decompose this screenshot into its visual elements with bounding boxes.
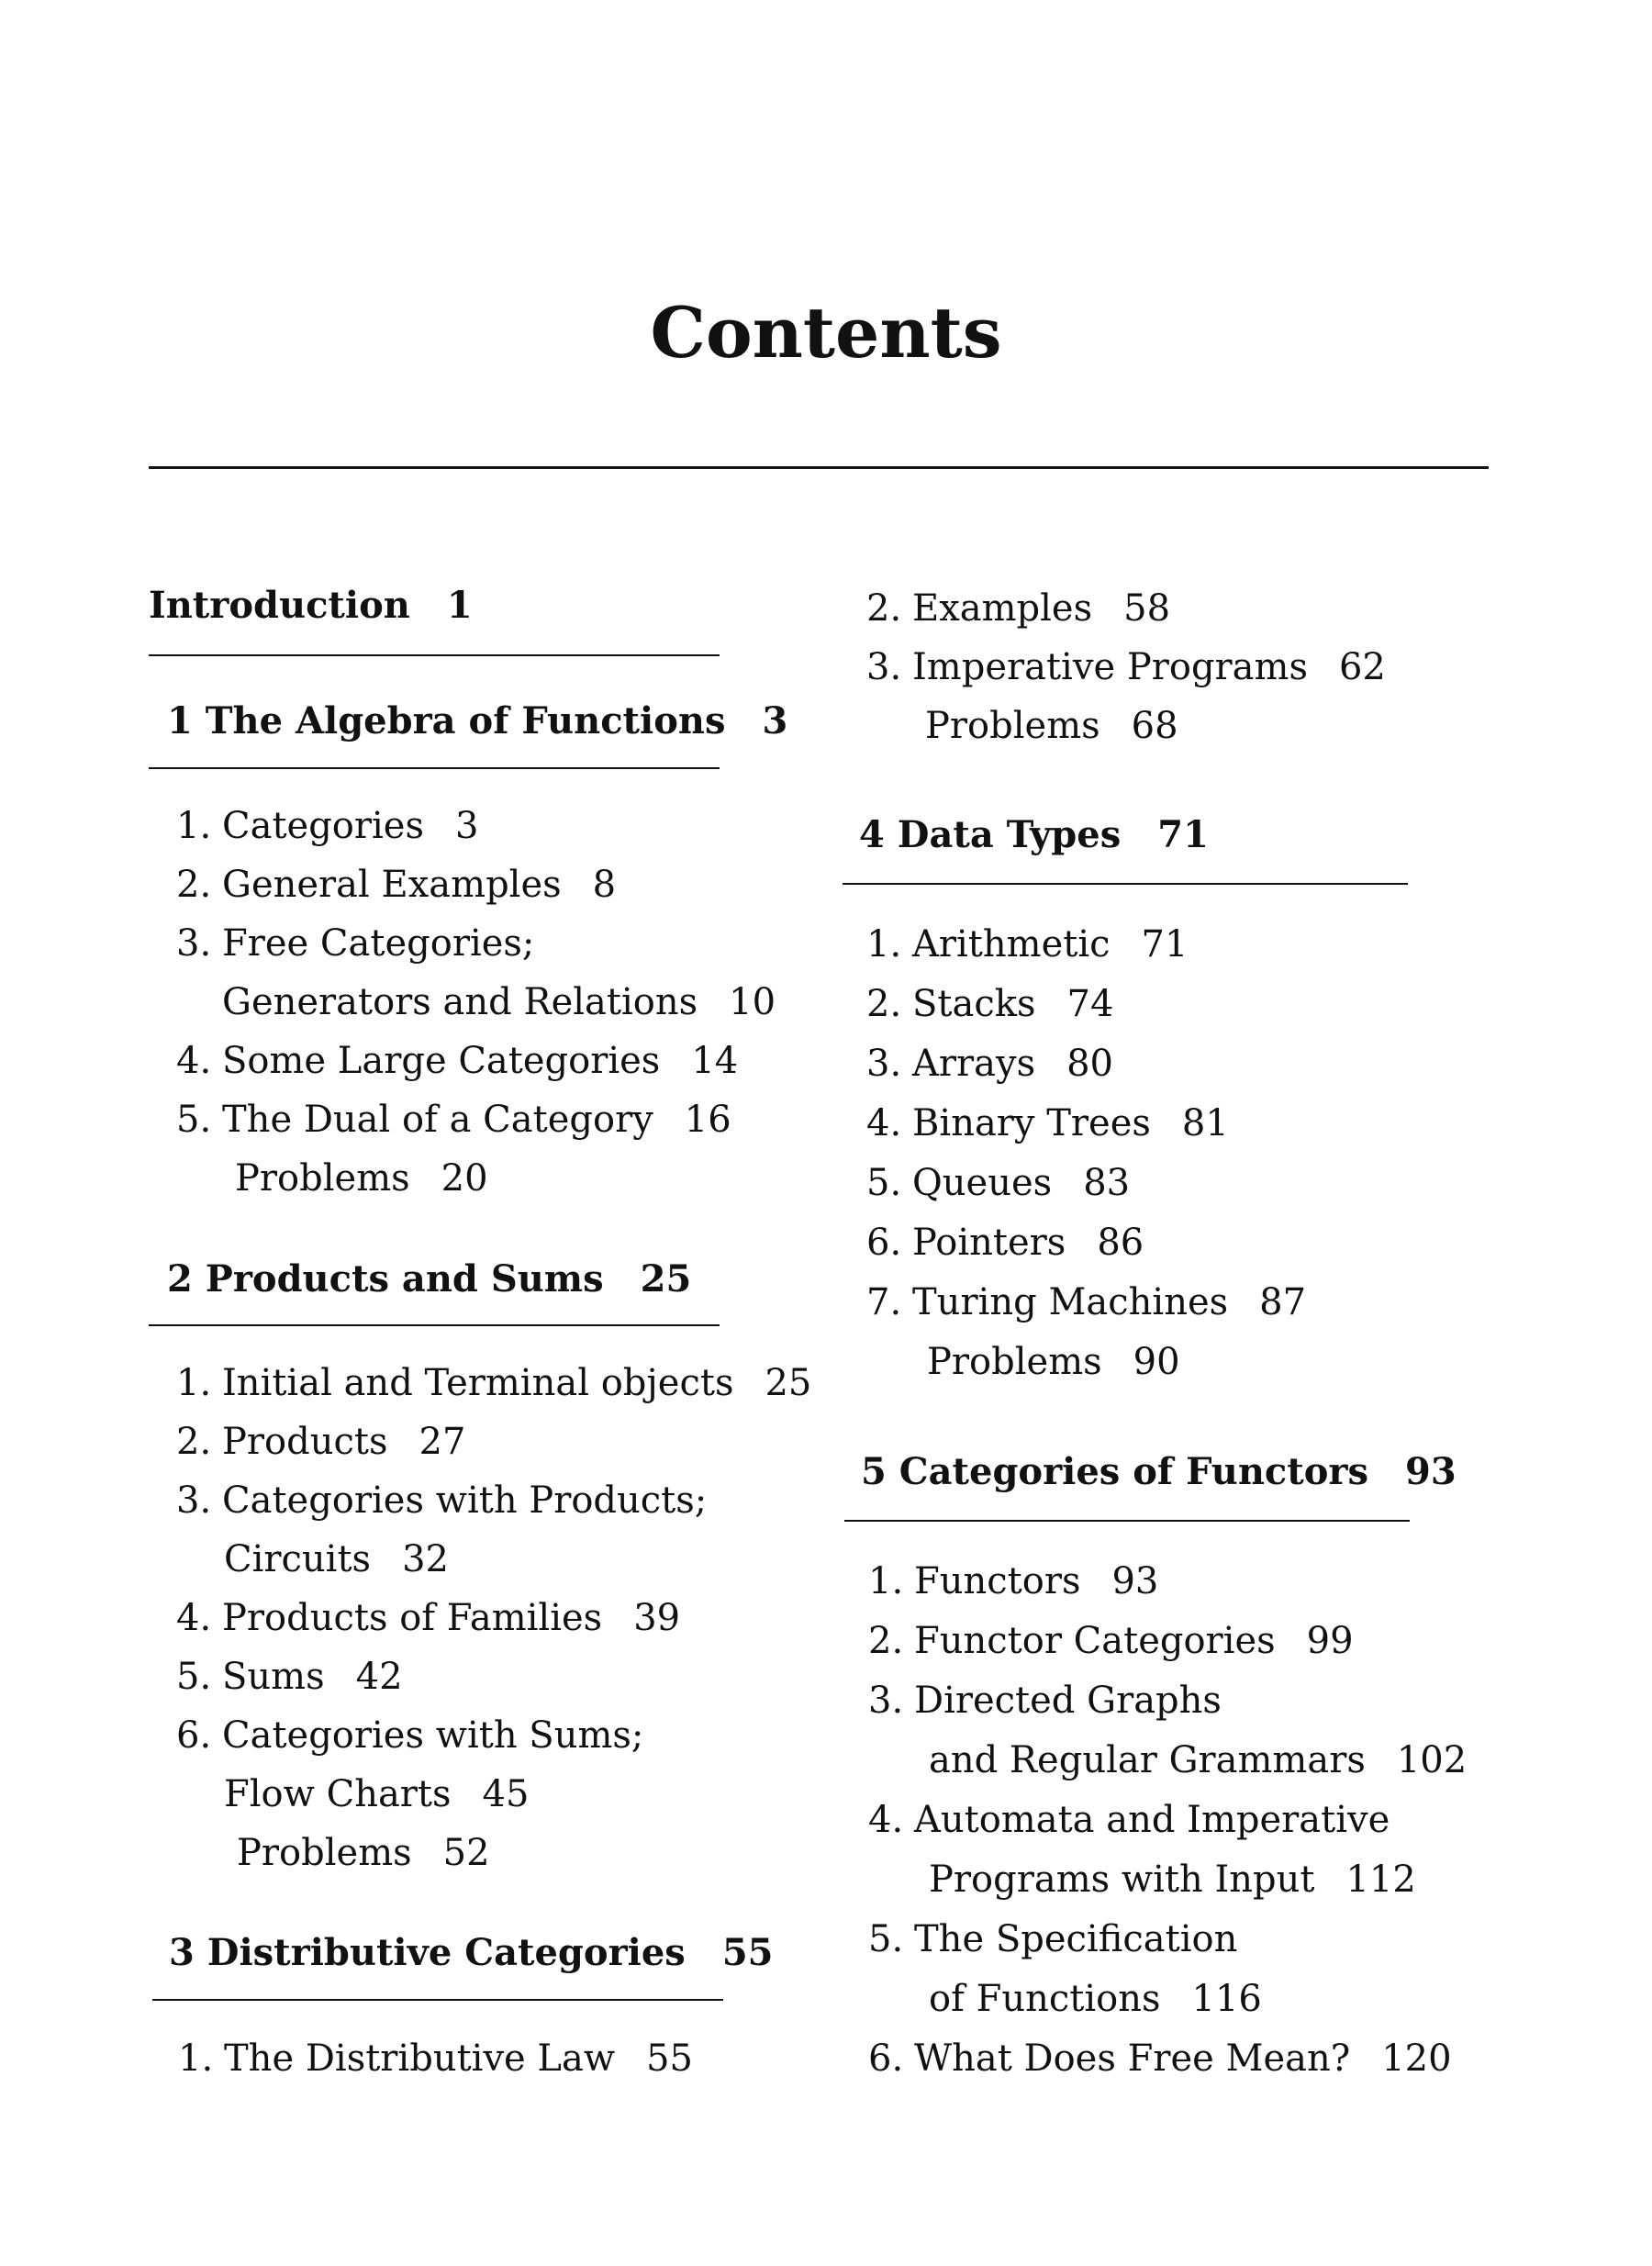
entry-label: What Does Free Mean? bbox=[914, 2037, 1351, 2080]
entry-page: 32 bbox=[402, 1538, 449, 1580]
entry-number: 1. bbox=[866, 923, 902, 966]
entry-number: 6. bbox=[866, 1222, 902, 1264]
toc-entry[interactable] bbox=[176, 1597, 680, 1639]
section-rule bbox=[843, 883, 1408, 885]
toc-entry[interactable] bbox=[176, 1040, 738, 1082]
entry-page: 62 bbox=[1338, 646, 1386, 688]
entry-label: Functor Categories bbox=[914, 1620, 1276, 1662]
section-rule bbox=[844, 1520, 1410, 1522]
toc-entry[interactable] bbox=[866, 1102, 1229, 1144]
entry-page: 81 bbox=[1181, 1102, 1229, 1144]
entry-page: 99 bbox=[1306, 1620, 1354, 1662]
entry-page: 112 bbox=[1345, 1859, 1416, 1901]
heading-label: 4 Data Types bbox=[859, 813, 1122, 856]
entry-page: 45 bbox=[482, 1773, 530, 1815]
toc-entry[interactable] bbox=[176, 1421, 465, 1463]
entry-page: 102 bbox=[1396, 1739, 1468, 1781]
entry-page: 83 bbox=[1083, 1162, 1131, 1204]
entry-number: 4. bbox=[176, 1040, 212, 1082]
toc-entry[interactable] bbox=[866, 983, 1113, 1025]
toc-entry-continuation[interactable] bbox=[929, 1978, 1262, 2020]
entry-label: Pointers bbox=[912, 1222, 1066, 1264]
toc-entry[interactable] bbox=[868, 2037, 1452, 2080]
entry-label: Problems bbox=[235, 1157, 410, 1200]
entry-page: 27 bbox=[419, 1421, 466, 1463]
entry-number: 6. bbox=[176, 1714, 212, 1757]
heading-page: 55 bbox=[721, 1931, 774, 1974]
toc-entry-problems[interactable] bbox=[235, 1157, 488, 1200]
heading-page: 1 bbox=[446, 584, 473, 627]
entry-page: 68 bbox=[1131, 705, 1178, 747]
entry-label: The Distributive Law bbox=[224, 2037, 616, 2080]
entry-page: 10 bbox=[729, 981, 776, 1023]
entry-number: 2. bbox=[868, 1620, 904, 1662]
toc-heading-chapter-1[interactable] bbox=[167, 699, 787, 742]
section-rule bbox=[149, 1324, 720, 1326]
entry-page: 3 bbox=[455, 805, 479, 847]
entry-label: Automata and Imperative bbox=[914, 1799, 1390, 1841]
toc-entry[interactable] bbox=[868, 1560, 1158, 1602]
entry-number: 1. bbox=[176, 805, 212, 847]
toc-heading-chapter-2[interactable] bbox=[167, 1257, 691, 1300]
entry-number: 1. bbox=[176, 1362, 212, 1404]
toc-heading-chapter-4[interactable] bbox=[859, 813, 1209, 856]
toc-entry-continuation[interactable] bbox=[224, 1773, 529, 1815]
entry-page: 55 bbox=[646, 2037, 693, 2080]
toc-entry[interactable] bbox=[176, 922, 534, 965]
entry-number: 5. bbox=[866, 1162, 902, 1204]
heading-label: 5 Categories of Functors bbox=[861, 1450, 1369, 1493]
toc-heading-introduction[interactable] bbox=[149, 584, 473, 627]
entry-page: 39 bbox=[633, 1597, 681, 1639]
toc-entry[interactable] bbox=[866, 1222, 1144, 1264]
entry-number: 2. bbox=[866, 983, 902, 1025]
heading-label: 1 The Algebra of Functions bbox=[167, 699, 726, 742]
entry-label: Turing Machines bbox=[912, 1281, 1229, 1323]
entry-label: Programs with Input bbox=[929, 1859, 1315, 1901]
toc-entry-problems[interactable] bbox=[925, 705, 1178, 747]
entry-label: and Regular Grammars bbox=[929, 1739, 1366, 1781]
entry-label: Initial and Terminal objects bbox=[222, 1362, 734, 1404]
entry-page: 42 bbox=[355, 1656, 403, 1698]
toc-entry-problems[interactable] bbox=[237, 1832, 490, 1874]
entry-page: 71 bbox=[1141, 923, 1189, 966]
entry-number: 4. bbox=[176, 1597, 212, 1639]
toc-entry-continuation[interactable] bbox=[929, 1739, 1467, 1781]
entry-label: of Functions bbox=[929, 1978, 1161, 2020]
heading-label: 3 Distributive Categories bbox=[169, 1931, 686, 1974]
toc-entry[interactable] bbox=[868, 1799, 1390, 1841]
entry-label: Generators and Relations bbox=[222, 981, 698, 1023]
entry-page: 116 bbox=[1191, 1978, 1262, 2020]
entry-label: The Dual of a Category bbox=[222, 1099, 653, 1141]
toc-entry[interactable] bbox=[176, 864, 616, 906]
toc-heading-chapter-3[interactable] bbox=[169, 1931, 773, 1974]
entry-page: 87 bbox=[1259, 1281, 1307, 1323]
entry-label: General Examples bbox=[222, 864, 562, 906]
entry-number: 6. bbox=[868, 2037, 904, 2080]
entry-label: Free Categories; bbox=[222, 922, 535, 965]
entry-number: 1. bbox=[178, 2037, 214, 2080]
toc-entry-continuation[interactable] bbox=[222, 981, 776, 1023]
entry-number: 5. bbox=[176, 1099, 212, 1141]
entry-number: 2. bbox=[176, 864, 212, 906]
toc-entry-continuation[interactable] bbox=[224, 1538, 449, 1580]
toc-heading-chapter-5[interactable] bbox=[861, 1450, 1457, 1493]
entry-label: Flow Charts bbox=[224, 1773, 452, 1815]
toc-entry[interactable] bbox=[866, 587, 1170, 630]
entry-label: Stacks bbox=[912, 983, 1036, 1025]
entry-page: 52 bbox=[442, 1832, 490, 1874]
entry-label: Functors bbox=[914, 1560, 1081, 1602]
toc-entry-continuation[interactable] bbox=[929, 1859, 1416, 1901]
toc-entry[interactable] bbox=[176, 1479, 707, 1522]
heading-page: 3 bbox=[762, 699, 788, 742]
entry-label: Directed Graphs bbox=[914, 1680, 1222, 1722]
entry-label: Problems bbox=[925, 705, 1100, 747]
toc-entry[interactable] bbox=[868, 1620, 1354, 1662]
heading-label: 2 Products and Sums bbox=[167, 1257, 604, 1300]
entry-number: 4. bbox=[868, 1799, 904, 1841]
entry-label: Binary Trees bbox=[912, 1102, 1151, 1144]
entry-number: 2. bbox=[176, 1421, 212, 1463]
entry-label: Products of Families bbox=[222, 1597, 603, 1639]
toc-entry[interactable] bbox=[868, 1680, 1222, 1722]
entry-label: Arrays bbox=[912, 1043, 1036, 1085]
entry-page: 74 bbox=[1066, 983, 1114, 1025]
entry-number: 7. bbox=[866, 1281, 902, 1323]
entry-label: Examples bbox=[912, 587, 1093, 630]
entry-page: 8 bbox=[592, 864, 617, 906]
entry-number: 2. bbox=[866, 587, 902, 630]
toc-entry[interactable] bbox=[176, 1362, 811, 1404]
toc-entry[interactable] bbox=[176, 1656, 403, 1698]
heading-label: Introduction bbox=[149, 584, 410, 627]
entry-label: Queues bbox=[912, 1162, 1053, 1204]
entry-label: Problems bbox=[237, 1832, 412, 1874]
entry-number: 3. bbox=[866, 646, 902, 688]
title-rule bbox=[149, 466, 1489, 469]
entry-page: 90 bbox=[1133, 1341, 1180, 1383]
entry-page: 20 bbox=[441, 1157, 488, 1200]
entry-number: 3. bbox=[176, 922, 212, 965]
section-rule bbox=[149, 654, 720, 656]
entry-number: 5. bbox=[868, 1918, 904, 1960]
toc-entry[interactable] bbox=[866, 1162, 1130, 1204]
toc-entry[interactable] bbox=[176, 805, 478, 847]
toc-entry[interactable] bbox=[176, 1714, 643, 1757]
heading-page: 25 bbox=[640, 1257, 692, 1300]
toc-entry[interactable] bbox=[866, 1281, 1306, 1323]
entry-label: Categories with Products; bbox=[222, 1479, 708, 1522]
entry-label: Sums bbox=[222, 1656, 325, 1698]
entry-page: 120 bbox=[1381, 2037, 1452, 2080]
entry-label: The Specification bbox=[914, 1918, 1238, 1960]
entry-page: 93 bbox=[1111, 1560, 1159, 1602]
entry-page: 86 bbox=[1097, 1222, 1144, 1264]
toc-entry[interactable] bbox=[178, 2037, 693, 2080]
section-rule bbox=[152, 1999, 723, 2001]
heading-page: 71 bbox=[1157, 813, 1209, 856]
entry-label: Problems bbox=[927, 1341, 1102, 1383]
entry-number: 3. bbox=[866, 1043, 902, 1085]
entry-label: Categories bbox=[222, 805, 424, 847]
entry-page: 80 bbox=[1066, 1043, 1114, 1085]
entry-label: Arithmetic bbox=[912, 923, 1111, 966]
toc-entry[interactable] bbox=[868, 1918, 1237, 1960]
toc-entry[interactable] bbox=[866, 646, 1386, 688]
entry-page: 58 bbox=[1123, 587, 1171, 630]
entry-label: Categories with Sums; bbox=[222, 1714, 644, 1757]
page-title: Contents bbox=[650, 292, 1002, 374]
entry-number: 3. bbox=[176, 1479, 212, 1522]
toc-entry[interactable] bbox=[176, 1099, 731, 1141]
toc-entry-problems[interactable] bbox=[927, 1341, 1180, 1383]
entry-page: 14 bbox=[691, 1040, 739, 1082]
entry-page: 25 bbox=[765, 1362, 812, 1404]
entry-number: 1. bbox=[868, 1560, 904, 1602]
toc-entry[interactable] bbox=[866, 923, 1188, 966]
entry-label: Some Large Categories bbox=[222, 1040, 661, 1082]
heading-page: 93 bbox=[1405, 1450, 1457, 1493]
toc-entry[interactable] bbox=[866, 1043, 1113, 1085]
section-rule bbox=[149, 767, 720, 769]
entry-number: 4. bbox=[866, 1102, 902, 1144]
entry-label: Products bbox=[222, 1421, 388, 1463]
entry-number: 5. bbox=[176, 1656, 212, 1698]
entry-number: 3. bbox=[868, 1680, 904, 1722]
entry-page: 16 bbox=[684, 1099, 731, 1141]
entry-label: Circuits bbox=[224, 1538, 372, 1580]
entry-label: Imperative Programs bbox=[912, 646, 1308, 688]
